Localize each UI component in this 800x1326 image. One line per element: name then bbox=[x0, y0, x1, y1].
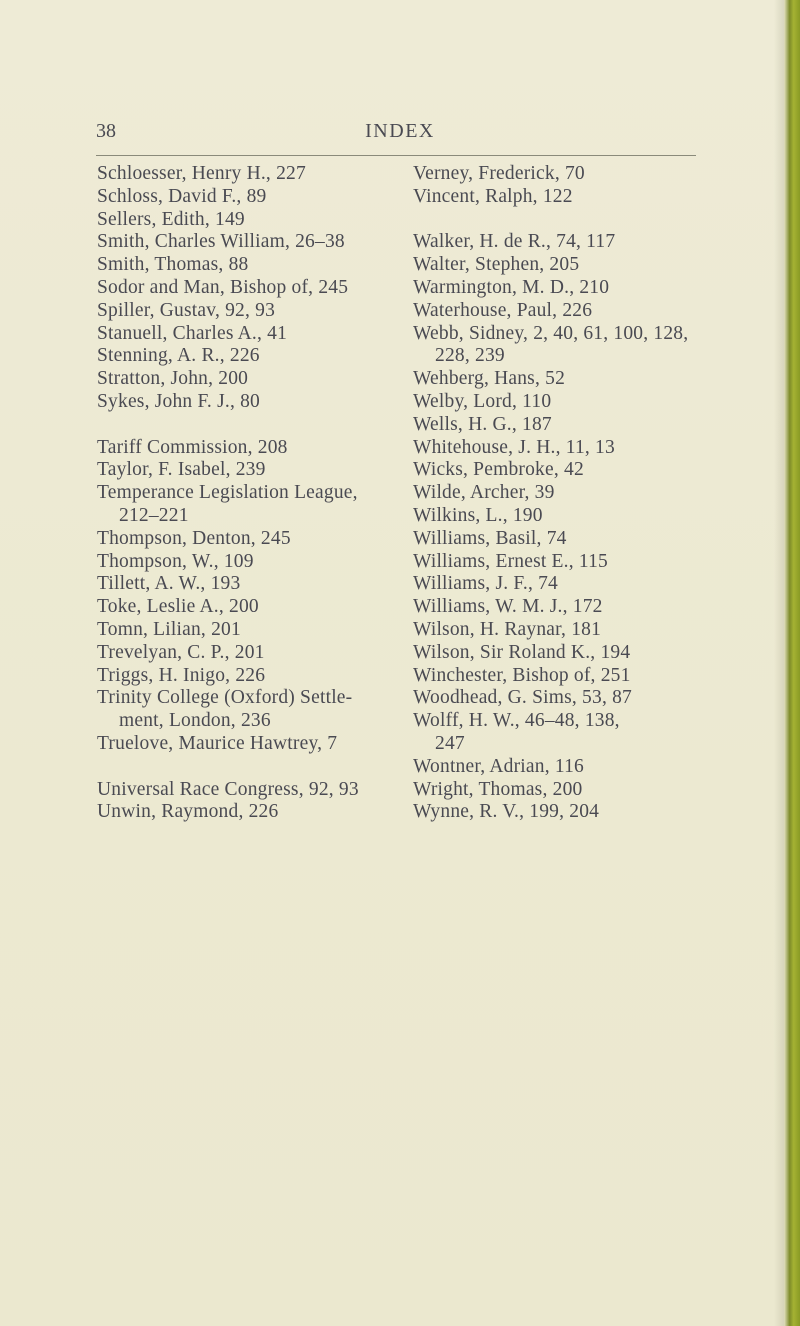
index-entry bbox=[97, 573, 387, 596]
index-entry-text: Thompson, W., 109 bbox=[97, 550, 254, 572]
index-entry bbox=[97, 323, 387, 346]
index-entry bbox=[413, 779, 773, 802]
index-entry bbox=[413, 482, 773, 505]
header-rule bbox=[96, 155, 696, 156]
index-entry bbox=[97, 733, 387, 756]
index-entry bbox=[413, 642, 773, 665]
index-entry bbox=[97, 665, 387, 688]
index-entry-text: Unwin, Raymond, 226 bbox=[97, 801, 279, 823]
index-entry-text: Sodor and Man, Bishop of, 245 bbox=[97, 276, 349, 298]
index-entry-text: Whitehouse, J. H., 11, 13 bbox=[413, 436, 615, 458]
index-entry-text: Schloss, David F., 89 bbox=[97, 185, 267, 207]
index-entry-text: Wilkins, L., 190 bbox=[413, 504, 543, 526]
index-entry bbox=[413, 368, 773, 391]
index-entry bbox=[413, 277, 773, 300]
index-entry-text: Williams, Basil, 74 bbox=[413, 527, 567, 549]
index-entry bbox=[97, 801, 387, 824]
index-entry bbox=[413, 687, 773, 710]
index-letter-group bbox=[413, 163, 773, 209]
index-entry-text: Toke, Leslie A., 200 bbox=[97, 596, 259, 618]
index-entry bbox=[97, 254, 387, 277]
index-entry bbox=[413, 186, 773, 209]
index-entry bbox=[97, 642, 387, 665]
index-entry-text: Spiller, Gustav, 92, 93 bbox=[97, 299, 276, 321]
index-entry bbox=[97, 186, 387, 209]
index-entry bbox=[97, 596, 387, 619]
index-entry bbox=[413, 414, 773, 437]
index-entry-text: Williams, Ernest E., 115 bbox=[413, 550, 609, 572]
index-entry-text: Wehberg, Hans, 52 bbox=[413, 368, 566, 390]
page-header bbox=[0, 120, 800, 160]
index-entry-text: Williams, J. F., 74 bbox=[413, 573, 559, 595]
index-entry-text: Wilde, Archer, 39 bbox=[413, 482, 555, 504]
index-entry-text: Tomn, Lilian, 201 bbox=[97, 618, 241, 640]
index-letter-group bbox=[97, 163, 387, 414]
index-entry-text: Wolff, H. W., 46–48, 138, bbox=[413, 710, 620, 732]
index-entry bbox=[97, 779, 387, 802]
index-entry bbox=[97, 368, 387, 391]
index-entry bbox=[413, 801, 773, 824]
index-entry bbox=[413, 710, 773, 756]
index-entry-text: Wright, Thomas, 200 bbox=[413, 778, 583, 800]
page-edge bbox=[784, 0, 800, 1326]
index-entry bbox=[97, 163, 387, 186]
index-entry bbox=[413, 505, 773, 528]
running-title: INDEX bbox=[365, 120, 435, 142]
index-entry-text: Wilson, H. Raynar, 181 bbox=[413, 618, 602, 640]
index-entry-continuation: 247 bbox=[435, 732, 465, 754]
index-column-left bbox=[97, 163, 387, 824]
index-letter-group bbox=[413, 231, 773, 824]
index-entry bbox=[97, 528, 387, 551]
index-entry-text: Woodhead, G. Sims, 53, 87 bbox=[413, 687, 633, 709]
index-entry bbox=[413, 573, 773, 596]
index-entry-text: Welby, Lord, 110 bbox=[413, 390, 552, 412]
index-entry-text: Williams, W. M. J., 172 bbox=[413, 596, 603, 618]
index-entry bbox=[413, 459, 773, 482]
index-entry bbox=[97, 551, 387, 574]
index-entry-text: Tillett, A. W., 193 bbox=[97, 573, 241, 595]
index-entry bbox=[413, 619, 773, 642]
index-entry bbox=[413, 665, 773, 688]
index-entry bbox=[97, 437, 387, 460]
index-entry-text: Walker, H. de R., 74, 117 bbox=[413, 231, 616, 253]
index-column-right bbox=[413, 163, 773, 824]
index-entry bbox=[413, 551, 773, 574]
index-entry-text: Sellers, Edith, 149 bbox=[97, 208, 245, 230]
index-entry-text: Trevelyan, C. P., 201 bbox=[97, 641, 265, 663]
index-entry bbox=[413, 596, 773, 619]
index-entry-text: Schloesser, Henry H., 227 bbox=[97, 163, 306, 184]
index-entry-text: Truelove, Maurice Hawtrey, 7 bbox=[97, 732, 338, 754]
index-entry-text: Sykes, John F. J., 80 bbox=[97, 390, 260, 412]
index-entry-text: Stanuell, Charles A., 41 bbox=[97, 322, 288, 344]
index-entry-text: Wilson, Sir Roland K., 194 bbox=[413, 641, 631, 663]
index-entry bbox=[97, 619, 387, 642]
index-entry bbox=[97, 482, 387, 528]
index-entry bbox=[413, 528, 773, 551]
index-entry-text: Wicks, Pembroke, 42 bbox=[413, 459, 584, 481]
index-entry-text: Wontner, Adrian, 116 bbox=[413, 755, 584, 777]
index-entry-continuation: 212–221 bbox=[119, 504, 189, 526]
page-edge-shadow bbox=[774, 0, 784, 1326]
index-entry-text: Smith, Charles William, 26–38 bbox=[97, 231, 345, 253]
index-entry-text: Trinity College (Oxford) Settle- bbox=[97, 687, 353, 709]
index-entry bbox=[97, 391, 387, 414]
index-entry-text: Walter, Stephen, 205 bbox=[413, 254, 580, 276]
index-entry-text: Wynne, R. V., 199, 204 bbox=[413, 801, 600, 823]
index-entry bbox=[413, 437, 773, 460]
index-entry bbox=[97, 345, 387, 368]
index-entry bbox=[97, 300, 387, 323]
index-entry-continuation: 228, 239 bbox=[435, 345, 505, 367]
index-entry bbox=[413, 323, 773, 369]
index-entry-text: Thompson, Denton, 245 bbox=[97, 527, 291, 549]
index-entry-text: Temperance Legislation League, bbox=[97, 482, 358, 504]
index-entry bbox=[97, 277, 387, 300]
index-entry-text: Warmington, M. D., 210 bbox=[413, 276, 610, 298]
index-entry bbox=[413, 300, 773, 323]
index-entry bbox=[413, 756, 773, 779]
index-entry-text: Winchester, Bishop of, 251 bbox=[413, 664, 631, 686]
index-entry-text: Stratton, John, 200 bbox=[97, 368, 249, 390]
index-entry bbox=[413, 391, 773, 414]
index-entry bbox=[413, 163, 773, 186]
index-entry-text: Tariff Commission, 208 bbox=[97, 436, 288, 458]
index-entry-text: Waterhouse, Paul, 226 bbox=[413, 299, 593, 321]
index-entry-text: Webb, Sidney, 2, 40, 61, 100, 128, bbox=[413, 322, 689, 344]
index-entry-text: Triggs, H. Inigo, 226 bbox=[97, 664, 266, 686]
index-entry-continuation: ment, London, 236 bbox=[119, 710, 271, 732]
index-letter-group bbox=[97, 437, 387, 756]
index-entry-text: Taylor, F. Isabel, 239 bbox=[97, 459, 266, 481]
index-entry-text: Wells, H. G., 187 bbox=[413, 413, 552, 435]
index-entry bbox=[97, 459, 387, 482]
index-entry-text: Verney, Frederick, 70 bbox=[413, 163, 585, 184]
index-entry bbox=[413, 231, 773, 254]
index-entry-text: Stenning, A. R., 226 bbox=[97, 345, 260, 367]
index-entry-text: Smith, Thomas, 88 bbox=[97, 254, 249, 276]
index-entry bbox=[413, 254, 773, 277]
page-number: 38 bbox=[96, 120, 116, 142]
index-entry bbox=[97, 687, 387, 733]
index-entry bbox=[97, 231, 387, 254]
index-letter-group bbox=[97, 779, 387, 825]
index-entry bbox=[97, 209, 387, 232]
index-entry-text: Universal Race Congress, 92, 93 bbox=[97, 778, 359, 800]
index-entry-text: Vincent, Ralph, 122 bbox=[413, 185, 573, 207]
